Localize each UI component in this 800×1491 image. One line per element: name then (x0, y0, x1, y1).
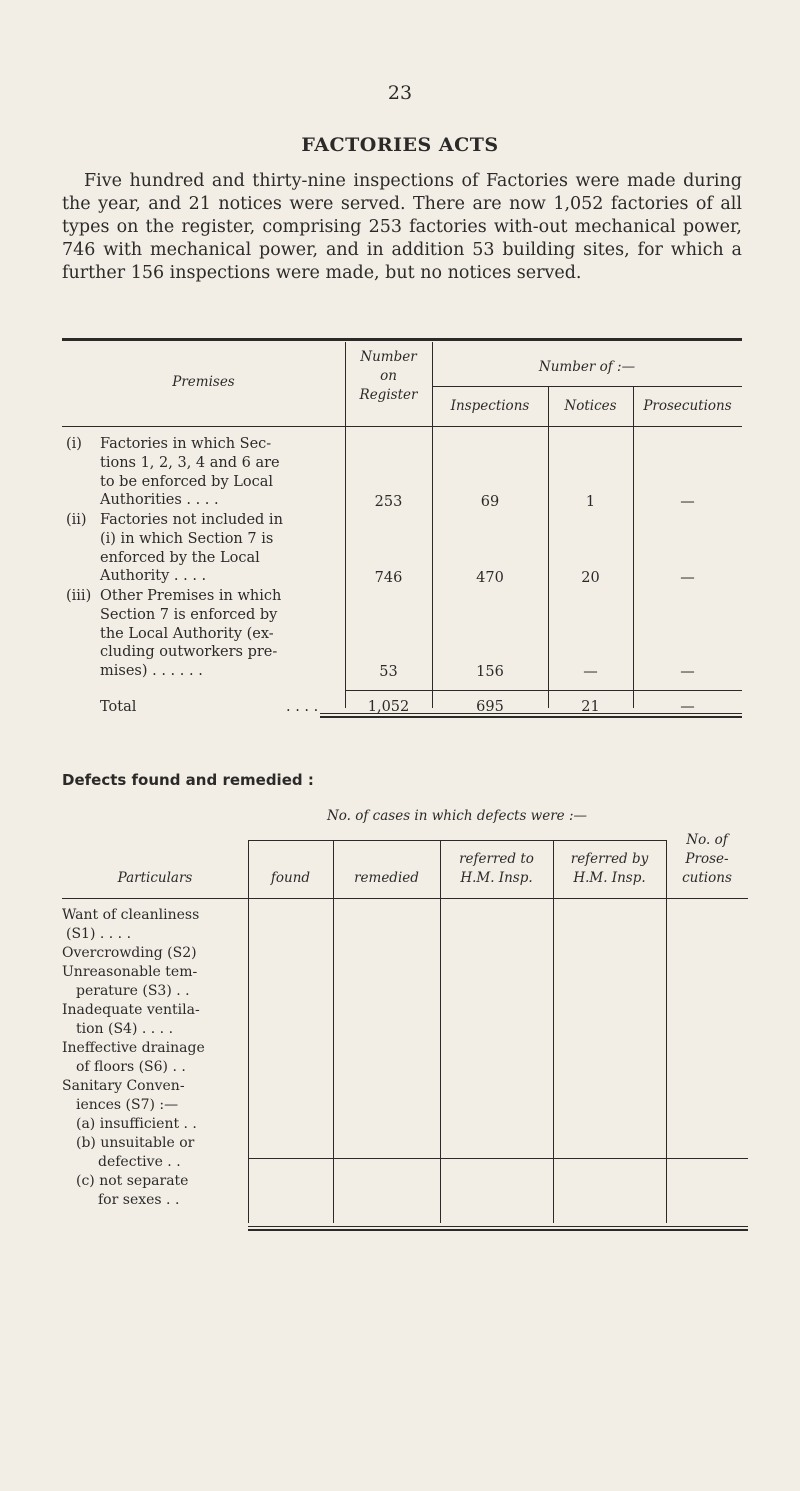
particulars-row-label (62, 944, 247, 963)
table2-vline (666, 840, 667, 1223)
label-line: Other Premises in which (100, 588, 282, 604)
label-line: Factories in which Sec- (100, 436, 272, 452)
col-header-premises: Premises (172, 374, 235, 390)
particulars-row-label (62, 1001, 247, 1039)
header-line: No. of (686, 832, 728, 848)
label-line: perature (S3) . . (76, 983, 190, 999)
label-line: of floors (S6) . . (76, 1059, 186, 1075)
header-line: H.M. Insp. (573, 870, 646, 886)
row-number: (i) (66, 436, 82, 452)
row-number: (iii) (66, 588, 92, 604)
cell-inspections: 156 (476, 664, 504, 680)
cell-register: 253 (374, 494, 403, 510)
page-title: FACTORIES ACTS (301, 134, 499, 156)
label-line: Authorities . . . . (100, 492, 219, 509)
label-line: Section 7 is enforced by (100, 606, 278, 623)
col-header-particulars: Particulars (117, 870, 193, 886)
col-header-referred-to (440, 850, 553, 888)
cell-notices: 1 (585, 494, 596, 510)
col-header-group: No. of cases in which defects were :— (326, 808, 587, 824)
premises-row-label (66, 587, 338, 681)
label-line: (c) not separate (76, 1173, 189, 1189)
label-line: Inadequate ventila- (62, 1002, 200, 1018)
col-header-found: found (270, 870, 311, 886)
table1-header-rule (62, 426, 742, 427)
cell-register: 746 (374, 570, 403, 586)
table1-total-rule (345, 690, 742, 691)
label-line: Ineffective drainage (62, 1040, 205, 1056)
col-header-remedied: remedied (354, 870, 419, 886)
table2-vline (248, 840, 249, 1223)
intro-paragraph (62, 170, 742, 285)
table2-vline (440, 840, 441, 1223)
premises-row-label (66, 511, 338, 586)
col-header-inspections: Inspections (450, 398, 530, 414)
label-line: cluding outworkers pre- (100, 644, 278, 661)
label-line: Authority . . . . (100, 568, 207, 585)
cell-inspections: 69 (480, 494, 500, 510)
particulars-row-label (62, 1134, 247, 1172)
col-header-number-of: Number of :— (538, 359, 636, 375)
particulars-row-label (62, 1077, 247, 1134)
cell-notices: 20 (581, 570, 600, 586)
particulars-row-label (62, 1172, 247, 1210)
header-line: Register (359, 387, 418, 403)
cell-prosecutions: — (680, 494, 695, 510)
label-line: enforced by the Local (100, 549, 260, 566)
label-line: iences (S7) :— (76, 1097, 179, 1113)
header-line: referred by (570, 851, 649, 867)
table2-total-rule (248, 1158, 748, 1159)
label-line: Overcrowding (S2) (62, 945, 197, 961)
intro-text: Five hundred and thirty-nine inspections of Factories were made during the year, and 21 notices were served. There are now 1,052 factories of all types on the register, comprising 253 factories with-out mechanical power, 746 with mechanical power, and in addition 53 building sites, for which a further 156 inspections were made, but no notices served. (62, 171, 742, 283)
header-line: Number (360, 349, 417, 365)
label-line: Unreasonable tem- (62, 964, 198, 980)
page-number: 23 (387, 82, 413, 104)
col-header-referred-by (553, 850, 666, 888)
table1-vline (548, 386, 549, 708)
total-register: 1,052 (367, 699, 410, 715)
total-prosecutions: — (680, 699, 695, 715)
particulars-row-label (62, 1039, 247, 1077)
row-label (100, 587, 338, 681)
label-line: Sanitary Conven- (62, 1078, 185, 1094)
table2-bottom-rule (248, 1226, 748, 1227)
label-line: for sexes . . (98, 1192, 180, 1208)
label-line: to be enforced by Local (100, 473, 274, 490)
header-line: Prose- (685, 851, 729, 867)
table1-vline (633, 386, 634, 708)
total-dots: . . . . (286, 699, 319, 715)
premises-row-label (66, 435, 338, 510)
label-line: (a) insufficient . . (76, 1116, 197, 1132)
col-header-prosecutions: Prosecutions (643, 398, 732, 414)
col-header-prosecutions (666, 831, 748, 888)
label-line: (S1) . . . . (66, 926, 132, 942)
table2-group-rule (248, 840, 666, 841)
label-line: (b) unsuitable or (76, 1135, 195, 1151)
cell-prosecutions: — (680, 570, 695, 586)
total-inspections: 695 (476, 699, 504, 715)
header-line: cutions (682, 870, 732, 886)
col-header-register (345, 348, 432, 405)
label-line: the Local Authority (ex- (100, 625, 274, 642)
label-line: tions 1, 2, 3, 4 and 6 are (100, 454, 280, 471)
row-label (100, 511, 338, 586)
cell-inspections: 470 (476, 570, 504, 586)
row-label (100, 435, 338, 510)
table1-top-rule (62, 338, 742, 341)
particulars-row-label (62, 906, 247, 944)
label-line: Factories not included in (100, 512, 283, 528)
label-line: tion (S4) . . . . (76, 1021, 174, 1037)
cell-notices: — (583, 664, 598, 680)
header-line: on (380, 368, 397, 384)
table1-bottom-rule (320, 716, 742, 718)
particulars-row-label (62, 963, 247, 1001)
table2-header-rule (62, 898, 748, 899)
total-label: Total (100, 699, 137, 715)
row-number: (ii) (66, 512, 87, 528)
cell-prosecutions: — (680, 664, 695, 680)
label-line: mises) . . . . . . (100, 663, 203, 680)
header-line: referred to (459, 851, 534, 867)
defects-subheading: Defects found and remedied : (62, 771, 314, 789)
table2-vline (553, 840, 554, 1223)
label-line: defective . . (98, 1154, 181, 1170)
col-header-notices: Notices (564, 398, 617, 414)
table2-bottom-rule (248, 1229, 748, 1231)
header-line: H.M. Insp. (460, 870, 533, 886)
label-line: (i) in which Section 7 is (100, 530, 274, 547)
cell-register: 53 (379, 664, 398, 680)
table1-subheader-rule (432, 386, 742, 387)
label-line: Want of cleanliness (62, 907, 200, 923)
table2-vline (333, 840, 334, 1223)
total-notices: 21 (581, 699, 600, 715)
